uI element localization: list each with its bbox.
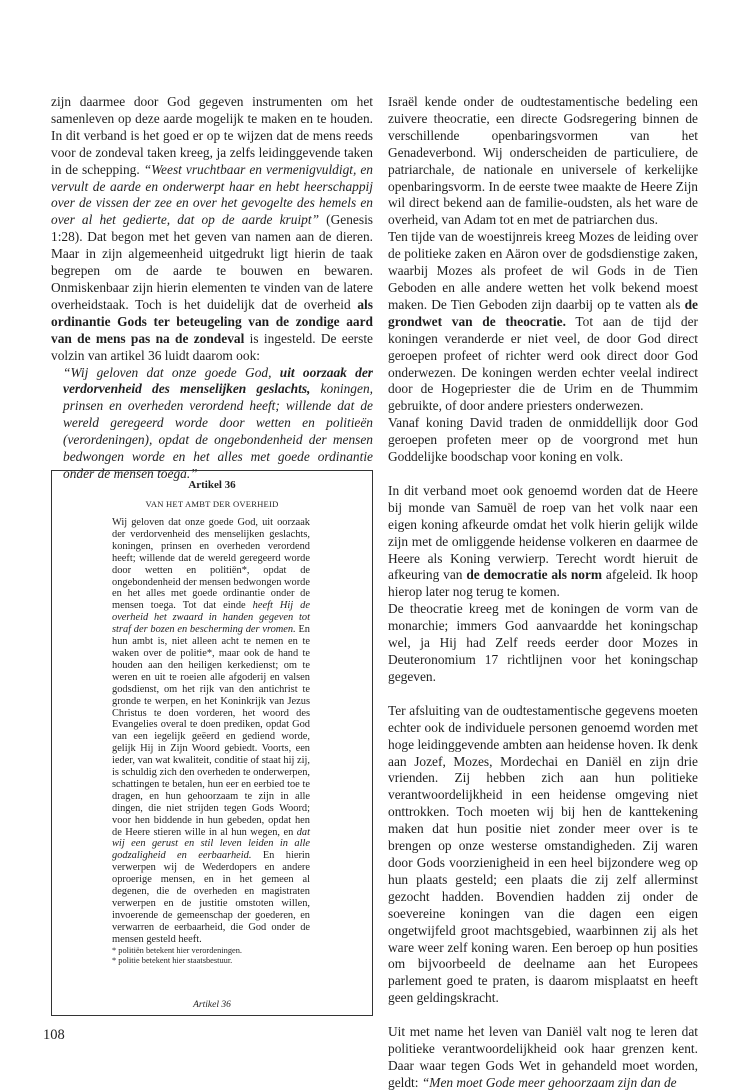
- right-paragraph-1: Israël kende onder de oudtestamentische bedeling een zuivere theocratie, een directe Godsregering binnen de verschillende openbaringsvormen van het Genadeverbond. Wij onderscheiden de particuliere, de patriarchale, de nationale en universele of kerkelijke openbaringsvorm. In de eerste twee maakte de Heere Zijn wil direct bekend aan de familie-oudsten, als het ware de overheid, van Adam tot en met de patriarchen dus.: [388, 94, 698, 228]
- emphasis-ordinantie: als ordinantie Gods ter beteugeling van de zondige aard van de mens pas na de zondeval: [51, 296, 373, 346]
- right-paragraph-7: Uit met name het leven van Daniël valt nog te leren dat politieke verantwoordelijkheid ook haar grenzen kent. Daar waar tegen Gods Wet in gehandeld moet worden, geldt: “Men moet Gode meer gehoorzaam zijn dan de: [388, 1024, 698, 1090]
- genesis-quote: “Weest vruchtbaar en vermenigvuldigt, en vervult de aarde en onderwerpt haar en hebt heerschappij over de vissen der zee en over het gevogelte des hemels en over al het gedierte, dat op de aarde kruipt”: [51, 161, 373, 228]
- footnote: * politiën betekent hier verordeningen.: [112, 945, 243, 955]
- right-paragraph-2: Ten tijde van de woestijnreis kreeg Mozes de leiding over de politieke zaken en Aäron over de godsdienstige zaken, waarbij Mozes als profeet de wil Gods in de Tien Geboden en alle andere wetten het volk bekend moest maken. De Tien Geboden zijn daarbij op te vatten als de grondwet van de theocratie. Tot aan de tijd der koningen veranderde er niet veel, de door God direct geroepen profeet of richter werd ook direct door God onderwezen. De koningen werden echter veelal indirect door de Hogepriester die de Urim en de Thummim gebruikte, of door andere priesters onderwezen.: [388, 229, 698, 414]
- right-paragraph-3: Vanaf koning David traden de onmiddellijk door God geroepen profeten meer op de voorgrond met hun Goddelijke boodschap voor koning en volk.: [388, 415, 698, 465]
- box-caption: Artikel 36: [193, 1000, 231, 1010]
- article-36-box: [51, 470, 373, 1016]
- emphasis-democratie: de democratie als norm: [466, 567, 603, 583]
- box-body: [112, 517, 310, 966]
- box-subtitle: VAN HET AMBT DER OVERHEID: [145, 499, 279, 509]
- page-number: 108: [43, 1027, 65, 1043]
- article-quote: “Wij geloven dat onze goede God, uit oorzaak der verdorvenheid des menselijken geslachts, koningen, prinsen en overheden verordend heeft; willende dat de wereld geregeerd worde door wetten en politieën (verordeningen), opdat de ongebondenheid der mensen bedwongen worde en het alles met goede ordinantie onder de mensen toega.”: [63, 364, 373, 481]
- right-paragraph-5: De theocratie kreeg met de koningen de vorm van de monarchie; immers God aanvaardde het koningschap wel, ja Hij had Zelf reeds eerder door Mozes in Deuteronomium 17 richtlijnen voor het koningschap gegeven.: [388, 601, 698, 684]
- right-paragraph-4: In dit verband moet ook genoemd worden dat de Heere bij monde van Samuël de roep van het volk naar een eigen koning afkeurde omdat het volk hierin gelijk wilde zijn met de omliggende heidense volkeren en daarmee de Heere als Koning verwierp. Terecht wordt hieruit de afkeuring van de democratie als norm afgeleid. Ik hoop hierop later nog terug te komen.: [388, 482, 698, 600]
- box-title: Artikel 36: [188, 479, 236, 491]
- emphasis-oorzaak: uit oorzaak der verdorvenheid des menselijken geslachts,: [63, 364, 373, 397]
- emphasis-grondwet: de grondwet van de theocratie.: [388, 296, 698, 329]
- right-column: [388, 94, 698, 1092]
- footnote: * politie betekent hier staatsbestuur.: [112, 955, 233, 965]
- article-text: Wij geloven dat onze goede God, uit oorzaak der verdorvenheid des menselijken geslachts, koningen, prinsen en overheden verordend heeft; willende dat de wereld geregeerd worde door wetten en politiën*, opdat de ongebondenheid der mensen bedwongen worde en het alles met goede ordinantie onder de mensen toega. Tot dat einde heeft Hij de overheid het zwaard in handen gegeven tot straf der bozen en bescherming der vromen. En hun ambt is, niet alleen acht te nemen en te waken over de politie*, maar ook de hand te houden aan den heiligen kerkedienst; om te weren en uit te roeien alle afgoderij en valsen godsdienst, om het rijk van den antichrist te gronde te werpen, en het Koninkrijk van Jezus Christus te doen vorderen, het woord des Evangelies overal te doen prediken, opdat God van een iegelijk geëerd en gediend worde, gelijk Hij in Zijn Woord gebiedt. Voorts, een ieder, van wat kwaliteit, conditie of staat hij zij, is schuldig zich den overheden te onderwerpen, schattingen te betalen, hun eer en eerbied toe te dragen, en hun gehoorzaam te zijn in alle dingen, die niet strijden tegen Gods Woord; voor hen biddende in hun gebeden, opdat hen de Heere stieren wille in al hun wegen, en dat wij een gerust en stil leven leiden in alle godzaligheid en eerbaarheid. En hierin verwerpen wij de Wederdopers en andere oproerige mensen, en in het gemeen al degenen, die de overheden en magistraten verwerpen en de justitie omstoten willen, invoerende de gemeenschap der goederen, en verwarren de eerbaarheid, die God onder de mensen gesteld heeft.: [112, 517, 310, 945]
- left-column: [51, 94, 373, 483]
- left-paragraph-1: zijn daarmee door God gegeven instrumenten om het samenleven op deze aarde mogelijk te maken en te houden. In dit verband is het goed er op te wijzen dat de mens reeds voor de zondeval taken kreeg, ja zelfs leidinggevende taken in de schepping. “Weest vruchtbaar en vermenigvuldigt, en vervult de aarde en onderwerpt haar en hebt heerschappij over de vissen der zee en over het gevogelte des hemels en over al het gedierte, dat op de aarde kruipt” (Genesis 1:28). Dat begon met het geven van namen aan de dieren. Maar in zijn algemeenheid uitgedrukt ligt hierin de taak begrepen om de aarde te bouwen en bewaren. Onmiskenbaar zijn hierin elementen te vinden van de latere overheidstaak. Toch is het duidelijk dat de overheid als ordinantie Gods ter beteugeling van de zondige aard van de mens pas na de zondeval is ingesteld. De eerste volzin van artikel 36 luidt daarom ook:: [51, 94, 374, 363]
- right-paragraph-6: Ter afsluiting van de oudtestamentische gegevens moeten echter ook de individuele personen genoemd worden met hoge leidinggevende ambten aan heidense hoven. Ik denk aan Jozef, Mozes, Mordechai en Daniël en zijn drie vrienden. Zij hebben zich aan hun politieke verantwoordelijkheid in een heidense omgeving niet onttrokken. Toch moeten wij bij hen de kanttekening maken dat hun positie niet zonder meer over is te brengen op onze westerse omstandigheden. Zij waren door Gods voorzienigheid in een heel bijzondere weg op hun plaats gesteld; een plaats die zij zelf allerminst gezocht hadden. Bovendien hadden zij onder de soevereine koningen van die dagen een eigen ongetwijfeld groot machtsgebied, waarbinnen zij als het ware weer zelf koning waren. Een beroep op hun posities om bijvoorbeeld de deelname aan het Europees parlement goed te praten, is daarom misplaatst en heeft geen geldingskracht.: [388, 702, 698, 1006]
